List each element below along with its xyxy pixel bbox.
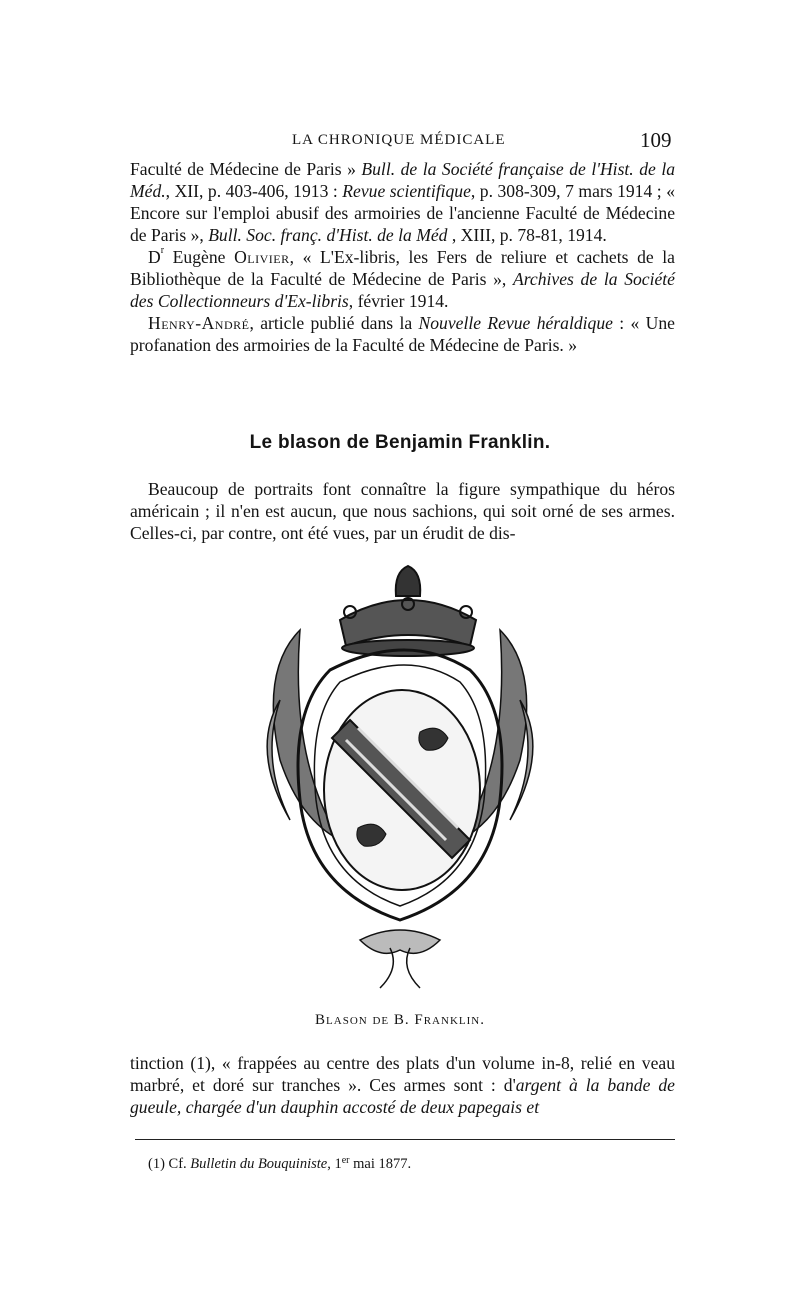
continuation-paragraph: tinction (1), « frappées au centre des plats d'un volume in-8, relié en veau marbré, et doré sur tranches ». Ces armes sont : d'argent à la bande de gueule, chargée d'un dauphin accosté de deux papegais et	[130, 1053, 675, 1117]
page-number: 109	[640, 128, 672, 152]
intro-paragraph: Beaucoup de portraits font connaître la figure sympathique du héros américain ; il n'en est aucun, que nous sachions, qui soit orné de ses armes. Celles-ci, par contre, ont été vues, par un érudit de dis-	[130, 479, 675, 543]
reference-paragraph-2: $D^r$ Eugène Olivier, « L'Ex-libris, les Fers de reliure et cachets de la Bibliothèque de la Faculté de Médecine de Paris », Archives de la Société des Collectionneurs d'Ex-libris, février 1914.	[130, 245, 675, 311]
franklin-coat-of-arms-figure	[240, 560, 560, 1000]
crown-icon	[340, 566, 476, 656]
reference-paragraph-3: Henry-André, article publié dans la Nouvelle Revue héraldique : « Une profanation des armoiries de la Faculté de Médecine de Paris. »	[130, 313, 675, 355]
shield-icon	[324, 690, 480, 890]
coat-of-arms-engraving	[240, 560, 560, 1000]
section-title: Le blason de Benjamin Franklin.	[249, 432, 551, 453]
ribbon-knot-icon	[360, 930, 440, 988]
author-name: Olivier	[234, 247, 290, 267]
reference-paragraph-1: Faculté de Médecine de Paris » Bull. de la Société française de l'Hist. de la Méd., XII, p. 403-406, 1913 : Revue scientifique, p. 308-309, 7 mars 1914 ; « Encore sur l'emploi abusif des armoiries de l'ancienne Faculté de Médecine de Paris », Bull. Soc. franç. d'Hist. de la Méd , XIII, p. 78-81, 1914.	[130, 159, 676, 245]
author-name: Henry-André	[148, 313, 250, 333]
figure-caption: Blason de B. Franklin.	[315, 1012, 485, 1028]
running-head	[0, 128, 800, 152]
footnote: (1) Cf. Bulletin du Bouquiniste, 1er mai 1877.	[148, 1155, 412, 1172]
footnote-divider	[135, 1139, 675, 1140]
running-title: LA CHRONIQUE MÉDICALE	[292, 132, 506, 148]
references-block	[130, 158, 675, 356]
